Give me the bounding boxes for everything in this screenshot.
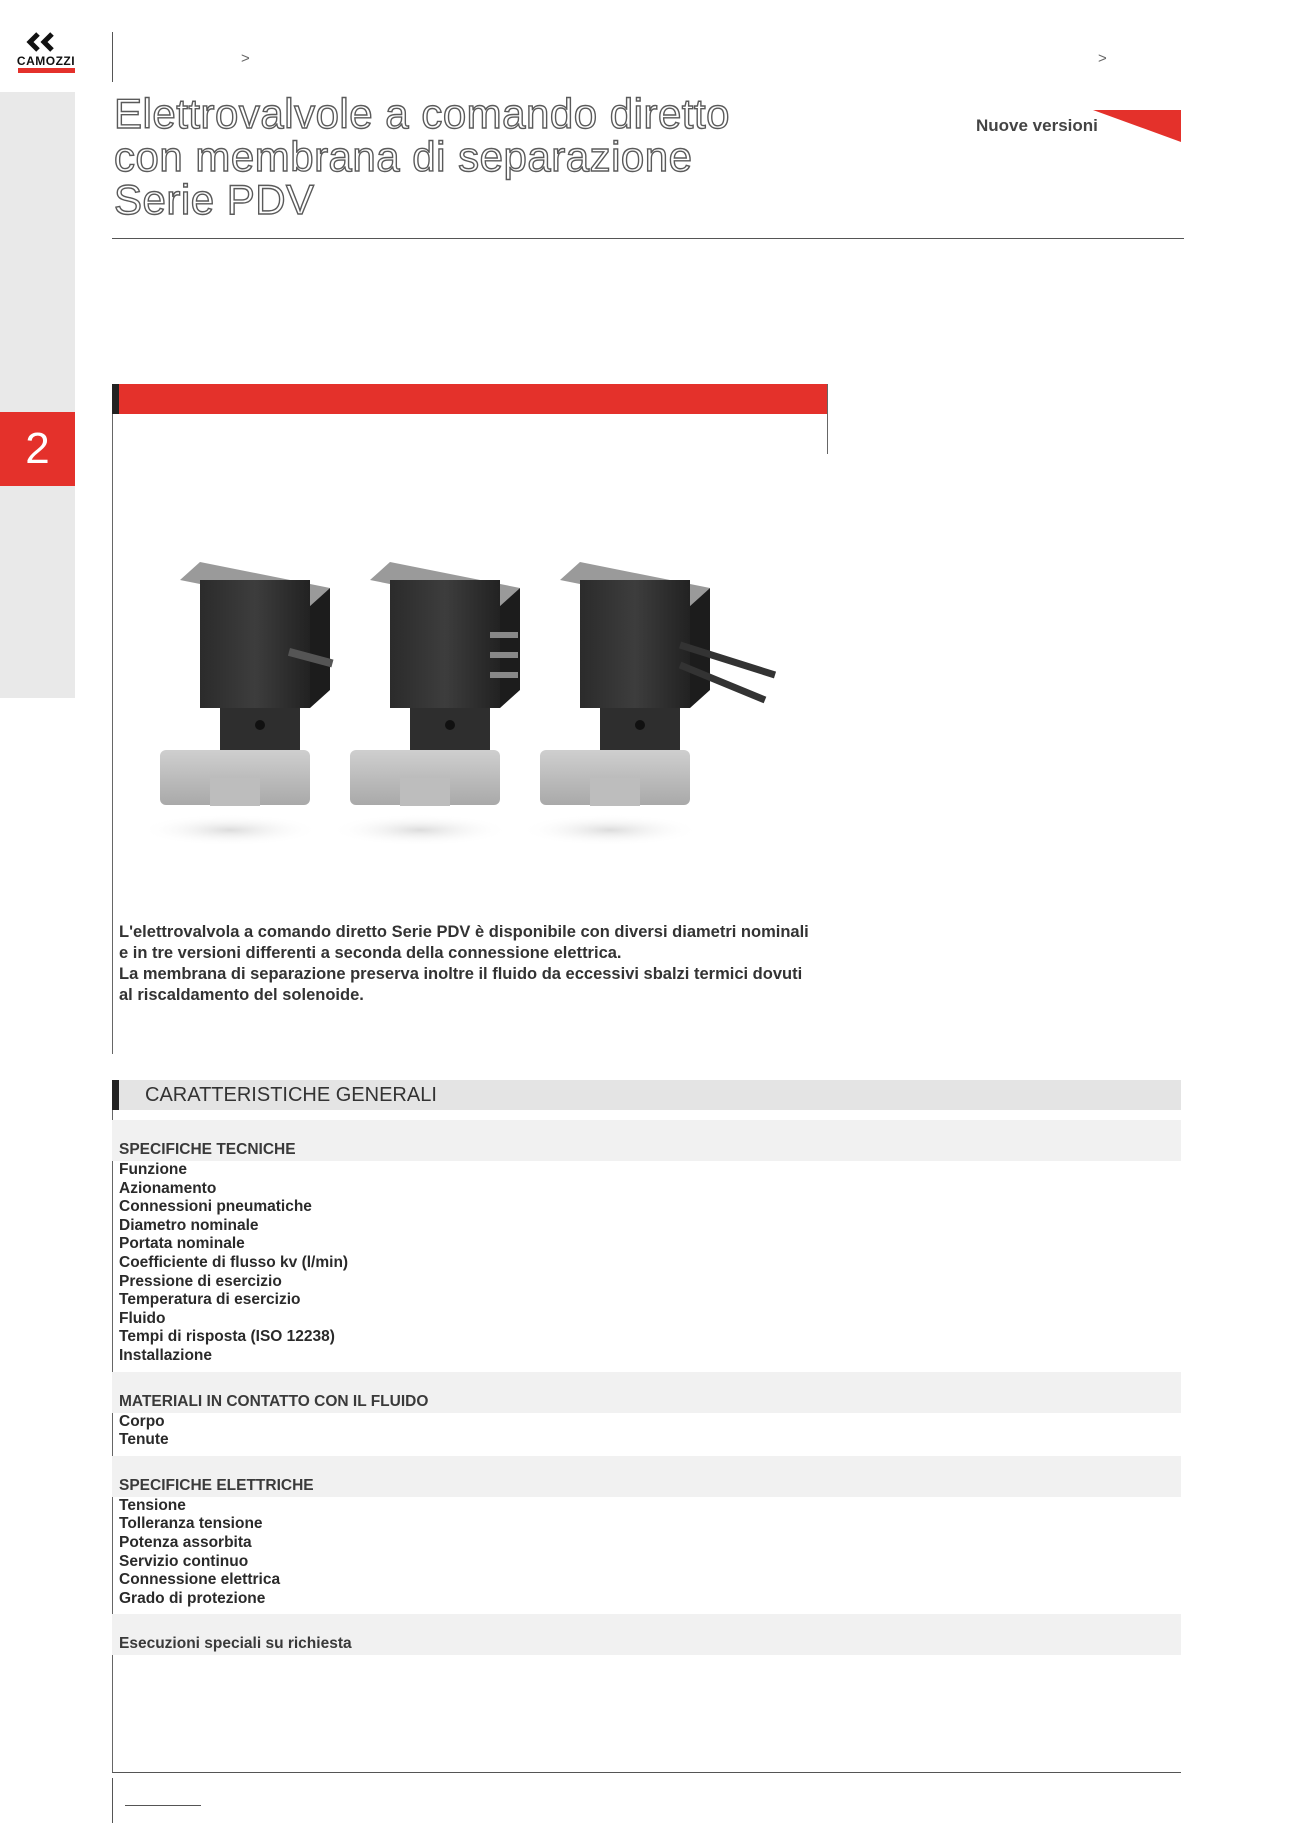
spec-row: Coefficiente di flusso kv (l/min): [119, 1253, 349, 1271]
electrical-specs: [112, 1456, 1181, 1609]
special-executions: [112, 1614, 1181, 1655]
product-header-marker: [112, 384, 119, 414]
spec-row: Corpo: [119, 1412, 165, 1430]
spec-row: Azionamento: [119, 1179, 217, 1197]
description-paragraph-1: L'elettrovalvola a comando diretto Serie PDV è disponibile con diversi diametri nominali e in tre versioni differenti a seconda della connessione elettrica.: [119, 923, 809, 962]
brand-name: CAMOZZI: [16, 54, 76, 68]
valve-1: [150, 562, 333, 846]
header-divider: [112, 32, 113, 82]
spec-heading-materials: MATERIALI IN CONTATTO CON IL FLUIDO: [112, 1372, 1181, 1413]
spec-row: Grado di protezione: [119, 1589, 266, 1607]
logo-underline: [18, 68, 75, 73]
spec-row: Portata nominale: [119, 1235, 245, 1253]
spec-row: Pressione di esercizio: [119, 1272, 282, 1290]
breadcrumb-separator-right: >: [1098, 50, 1107, 67]
spec-row: Installazione: [119, 1346, 213, 1364]
title-rule: [112, 238, 1184, 239]
spec-row: Diametro nominale: [119, 1216, 259, 1234]
spec-heading-special: Esecuzioni speciali su richiesta: [112, 1614, 1181, 1655]
spec-row: Servizio continuo: [119, 1552, 249, 1570]
new-versions-flag-icon: [1093, 110, 1181, 142]
product-description: [119, 922, 819, 1006]
solenoid-valves-image: [150, 560, 790, 850]
title-line-1: Elettrovalvole a comando diretto: [114, 90, 730, 137]
breadcrumb-separator-left: >: [241, 50, 250, 67]
materials-specs: [112, 1372, 1181, 1450]
product-block-left-rule: [112, 384, 113, 1054]
page-title: [114, 92, 874, 221]
spec-row: Tempi di risposta (ISO 12238): [119, 1328, 335, 1346]
title-line-3: Serie PDV: [114, 176, 315, 223]
footer-short-rule: [125, 1805, 201, 1806]
spec-row: Tolleranza tensione: [119, 1515, 263, 1533]
spec-row: Temperatura di esercizio: [119, 1291, 301, 1309]
spec-row: Tensione: [119, 1496, 186, 1514]
spec-heading-technical: SPECIFICHE TECNICHE: [112, 1120, 1181, 1161]
valve-2: [330, 562, 520, 846]
spec-row: Funzione: [119, 1161, 188, 1178]
description-paragraph-2: La membrana di separazione preserva inoltre il fluido da eccessivi sbalzi termici dovuti al riscaldamento del solenoide.: [119, 965, 803, 1004]
spec-row: Connessioni pneumatiche: [119, 1198, 312, 1216]
section-title: CARATTERISTICHE GENERALI: [145, 1084, 437, 1106]
spec-row: Potenza assorbita: [119, 1533, 252, 1551]
product-header-bar: [112, 384, 827, 414]
spec-table: [112, 1120, 1181, 1655]
spec-row: Fluido: [119, 1309, 166, 1327]
valve-3: [520, 562, 775, 846]
side-rail: [0, 92, 75, 698]
technical-specs: [112, 1120, 1181, 1366]
footer-rule: [112, 1772, 1181, 1773]
spec-row: Tenute: [119, 1431, 169, 1449]
spec-heading-electrical: SPECIFICHE ELETTRICHE: [112, 1456, 1181, 1497]
product-block-right-rule: [827, 384, 828, 454]
section-header-marker: [112, 1080, 119, 1110]
footer-divider: [112, 1778, 113, 1823]
spec-row: Connessione elettrica: [119, 1571, 281, 1589]
new-versions-label: Nuove versioni: [976, 116, 1098, 135]
chapter-tab[interactable]: 2: [0, 412, 75, 486]
title-line-2: con membrana di separazione: [114, 133, 693, 180]
